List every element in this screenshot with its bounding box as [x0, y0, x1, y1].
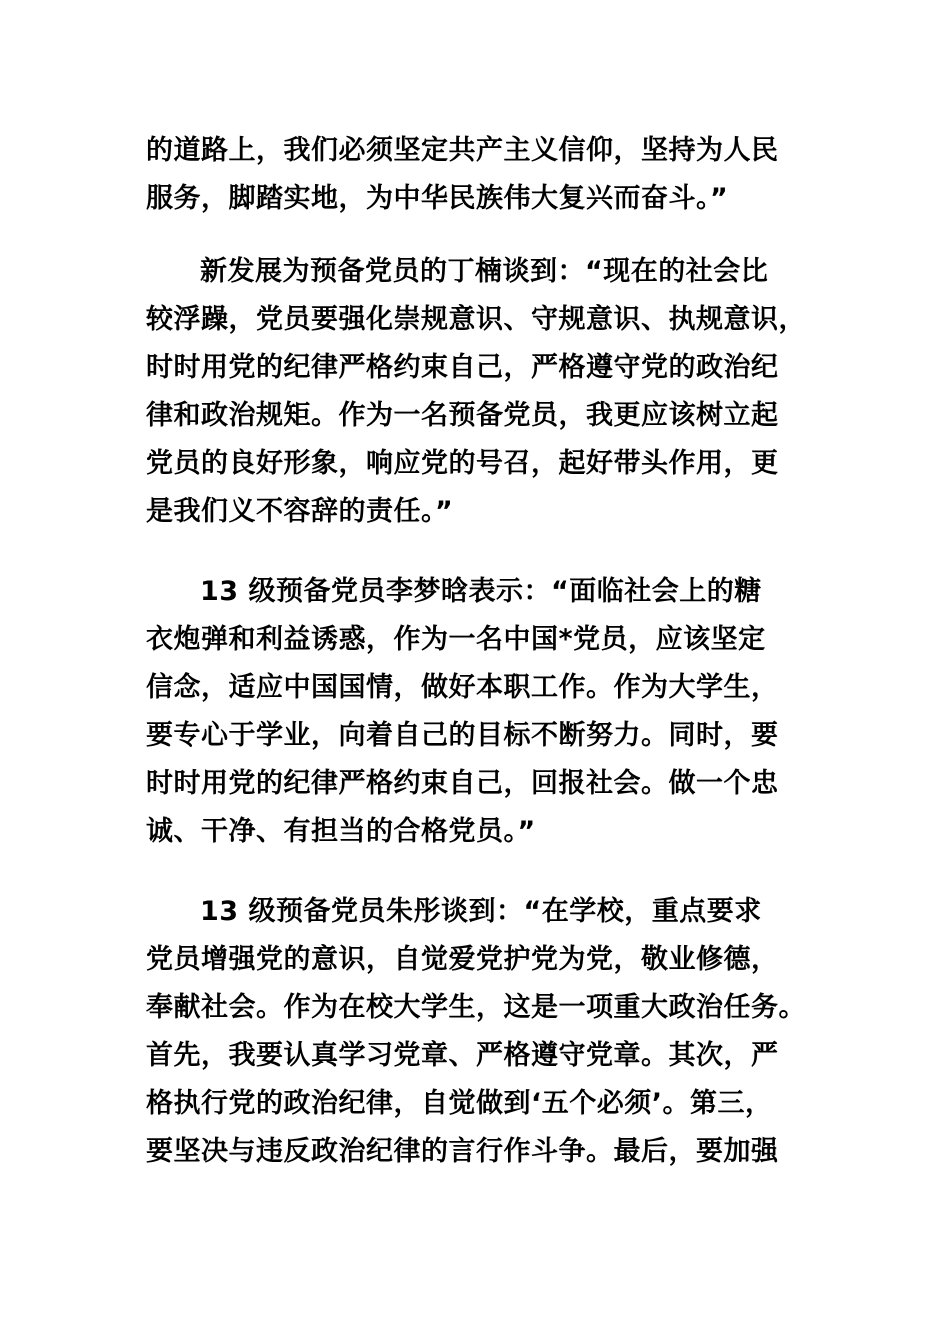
- text-line: 的道路上，我们必须坚定共产主义信仰，坚持为人民: [146, 135, 779, 166]
- text-line: 13 级预备党员李梦晗表示：“面临社会上的糖: [200, 576, 762, 607]
- text-line: 是我们义不容辞的责任。”: [146, 496, 454, 527]
- text-line: 党员的良好形象，响应党的号召，起好带头作用，更: [146, 448, 779, 479]
- text-line: 较浮躁，党员要强化崇规意识、守规意识、执规意识，: [146, 304, 806, 335]
- text-line: 服务，脚踏实地，为中华民族伟大复兴而奋斗。”: [146, 183, 729, 214]
- text-line: 要坚决与违反政治纪律的言行作斗争。最后，要加强: [146, 1136, 779, 1167]
- text-line: 奉献社会。作为在校大学生，这是一项重大政治任务。: [146, 992, 806, 1023]
- paragraph-3: [146, 568, 826, 856]
- text-line: 格执行党的政治纪律，自觉做到‘五个必须’。第三，: [146, 1088, 773, 1119]
- text-line: 首先，我要认真学习党章、严格遵守党章。其次，严: [146, 1040, 779, 1071]
- paragraph-4: [146, 888, 826, 1176]
- text-line: 律和政治规矩。作为一名预备党员，我更应该树立起: [146, 400, 779, 431]
- text-line: 要专心于学业，向着自己的目标不断努力。同时，要: [146, 720, 779, 751]
- text-line: 党员增强党的意识，自觉爱党护党为党，敬业修德，: [146, 944, 779, 975]
- text-line: 时时用党的纪律严格约束自己，严格遵守党的政治纪: [146, 352, 779, 383]
- text-line: 信念，适应中国国情，做好本职工作。作为大学生，: [146, 672, 779, 703]
- paragraph-1: [146, 127, 826, 223]
- text-line: 新发展为预备党员的丁楠谈到：“现在的社会比: [200, 256, 769, 287]
- text-line: 衣炮弹和利益诱惑，作为一名中国*党员，应该坚定: [146, 624, 766, 655]
- paragraph-2: [146, 248, 826, 536]
- text-line: 13 级预备党员朱彤谈到：“在学校，重点要求: [200, 896, 762, 927]
- text-line: 诚、干净、有担当的合格党员。”: [146, 816, 536, 847]
- text-line: 时时用党的纪律严格约束自己，回报社会。做一个忠: [146, 768, 779, 799]
